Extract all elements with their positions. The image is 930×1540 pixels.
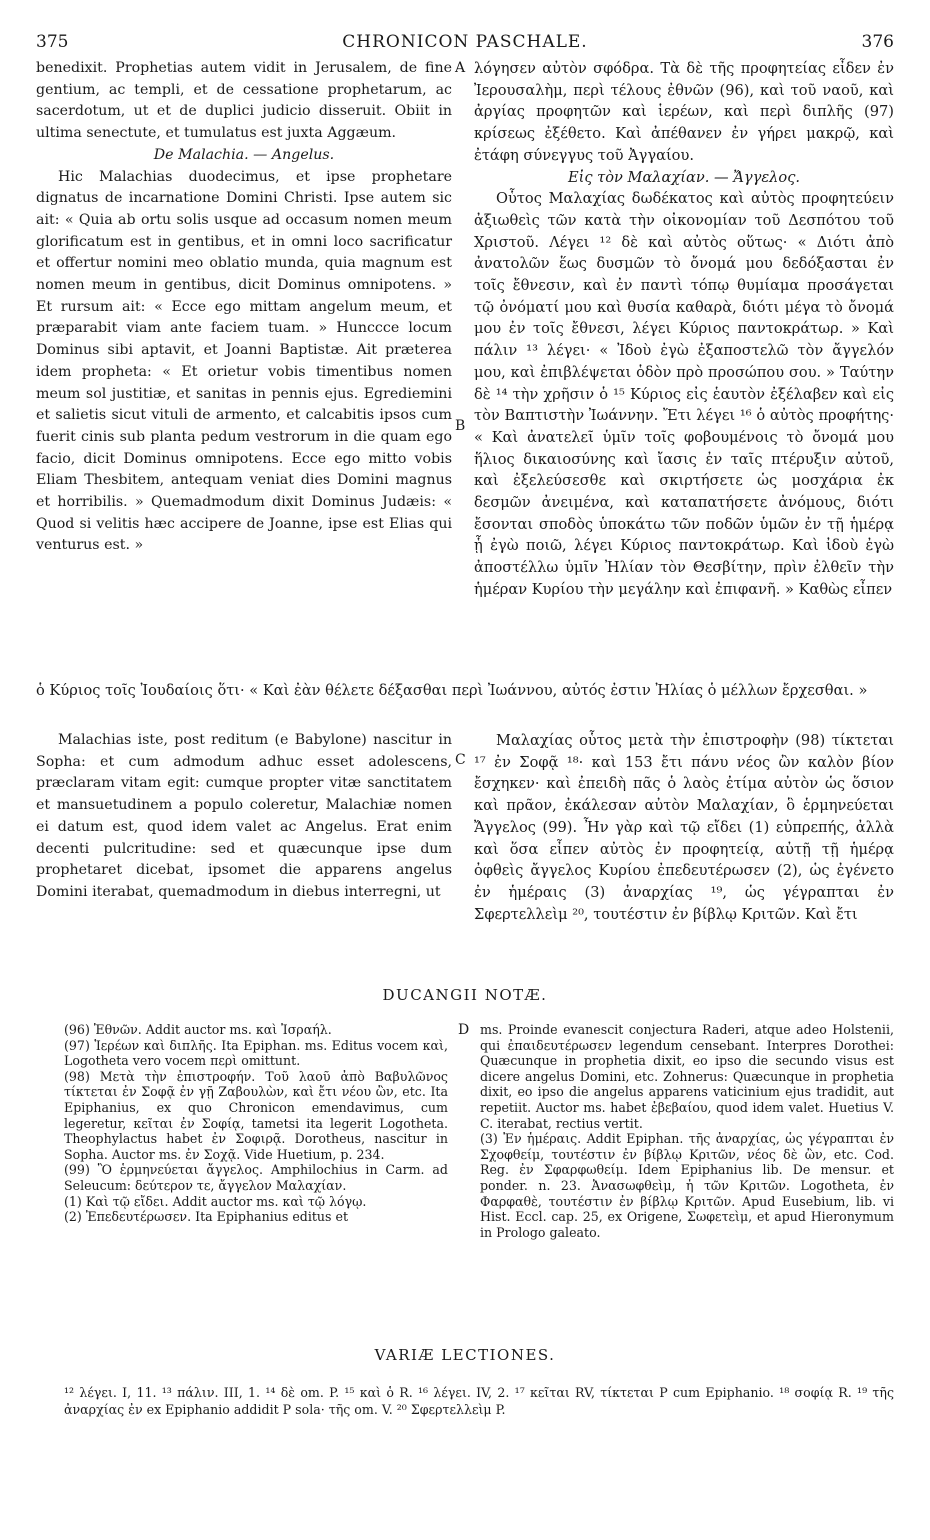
note-entry: (98) Μετὰ τὴν ἐπιστροφήν. Τοῦ λαοῦ ἀπὸ Βαβυλῶνος τίκτεται ἐν Σοφᾷ ἐν γῇ Ζαβουλὼν, καὶ ἔτι νέου ὢν, etc. Ita Epiphanius, ex quo Chronicon emendavimus, cum legeretur, κεῖται ἐν Σοφίᾳ, tametsi ita legerit Logotheta. Theophylactus habet ἐν Σοφιρᾷ. Dorotheus, nascitur in Sopha. Auctor ms. ἐν Σοχᾷ. Vide Huetium, p. 234.	[64, 1068, 448, 1162]
running-title: CHRONICON PASCHALE.	[342, 32, 588, 52]
latin-paragraph: Hic Malachias duodecimus, et ipse prophetare dignatus de incarnatione Domini Christi. Ipse autem sic ait: « Quia ab ortu solis usque ad occasum nomen meum glorificatum est in gentibus, et in omni loco sacrificatur et offertur nomini meo oblatio munda, quia magnum est nomen meum in gentibus, dicit Dominus omnipotens. » Et rursum ait: « Ecce ego mittam angelum meum, et præparabit viam ante faciem tuam. » Hunccce locum Dominus sibi aptavit, et Joanni Baptistæ. Ait præterea idem propheta: « Et orietur vobis timentibus nomen meum sol justitiæ, et sanitas in pennis ejus. Egrediemini et salietis sicut vituli de armento, et calcabitis ipsos cum fuerit cinis sub planta pedum vestrorum in die quam ego facio, dicit Dominus omnipotens. Ecce ego mitto vobis Eliam Thesbitem, antequam veniat dies Domini magnus et horribilis. » Quemadmodum dixit Dominus Judæis: « Quod si velitis hæc accipere de Joanne, ipse est Elias qui venturus est. »	[36, 168, 452, 554]
margin-marker-d: D	[458, 1022, 470, 1038]
note-entry: ms. Proinde evanescit conjectura Raderi, atque adeo Holstenii, qui ἐπαιδευτέρωσεν legendum censebant. Interpres Dorothei: Quæcunque in prophetia dixit, eo ipso die secundo visus est dicere angelus Domini, etc. Zohnerus: Quæcunque in prophetia dixit, eo ipso die angelus apparens vaticinium ejus tradidit, aut repetiit. Auctor ms. habet ἐβεβαίου, quod idem valet. Huetius V. C. iterabat, rectius vertit.	[480, 1022, 894, 1131]
variae-lectiones-text: ¹² λέγει. I, 11. ¹³ πάλιν. III, 1. ¹⁴ δὲ om. P. ¹⁵ καὶ ὁ R. ¹⁶ λέγει. IV, 2. ¹⁷ κεῖται RV, τίκτεται P cum Epiphanio. ¹⁸ σοφίᾳ R. ¹⁹ τῆς ἀναρχίας ἐν ex Epiphanio addidit P sola· τῆς om. V. ²⁰ Σφερτελλεὶμ P.	[64, 1385, 894, 1417]
greek-column-middle	[474, 730, 894, 925]
greek-paragraph: λόγησεν αὐτὸν σφόδρα. Τὰ δὲ τῆς προφητείας εἶδεν ἐν Ἰερουσαλὴμ, περὶ τέλους ἐθνῶν (96), καὶ τοῦ ναοῦ, καὶ ἀργίας προφητῶν καὶ ἱερέων, καὶ περὶ διπλῆς (97) κρίσεως ἐξέθετο. Καὶ ἀπέθανεν ἐν γήρει μακρῷ, καὶ ἐτάφη σύνεγγυς τοῦ Ἀγγαίου.	[474, 60, 894, 164]
notes-column-left	[64, 1022, 448, 1225]
notes-heading: DUCANGII NOTÆ.	[382, 986, 548, 1004]
margin-marker-c: C	[455, 752, 466, 768]
note-entry: (2) Ἐπεδευτέρωσεν. Ita Epiphanius editus et	[64, 1209, 349, 1225]
note-entry: (1) Καὶ τῷ εἴδει. Addit auctor ms. καὶ τῷ λόγῳ.	[64, 1193, 367, 1209]
variae-heading: VARIÆ LECTIONES.	[374, 1346, 556, 1364]
margin-marker-a: A	[455, 60, 466, 76]
note-entry: (97) Ἱερέων καὶ διπλῆς. Ita Epiphan. ms. Editus vocem καὶ, Logotheta vero vocem περὶ omittunt.	[64, 1037, 448, 1069]
margin-marker-b: B	[455, 418, 466, 434]
greek-paragraph: Μαλαχίας οὗτος μετὰ τὴν ἐπιστροφὴν (98) τίκτεται ¹⁷ ἐν Σοφᾷ ¹⁸· καὶ 153 ἔτι πάνυ νέος ὢν καλὸν βίον ἔσχηκεν· καὶ ἐπειδὴ πᾶς ὁ λαὸς ἐτίμα αὐτὸν ὡς ὅσιον καὶ πρᾶον, ἐκάλεσαν αὐτὸν Μαλαχίαν, ὃ ἑρμηνεύεται Ἄγγελος (99). Ἦν γὰρ καὶ τῷ εἴδει (1) εὐπρεπής, ἀλλὰ καὶ ὅσα εἶπεν αὐτὸς ἐν προφητείᾳ, αὐτῇ τῇ ἡμέρᾳ ὀφθεὶς ἄγγελος Κυρίου ἐπεδευτέρωσεν (2), ὡς ἐγένετο ἐν ἡμέραις (3) ἀναρχίας ¹⁹, ὡς γέγραπται ἐν Σφερτελλεὶμ ²⁰, τουτέστιν ἐν βίβλῳ Κριτῶν. Καὶ ἔτι	[474, 732, 894, 923]
latin-paragraph: benedixit. Prophetias autem vidit in Jerusalem, de fine gentium, ac templi, et de cessatione prophetarum, ac sacerdotum, ut et de duplici judicio disseruit. Obiit in ultima senectute, et tumulatus est juxta Aggæum.	[36, 60, 452, 142]
latin-section-heading: De Malachia. — Angelus.	[153, 146, 335, 163]
page-number-left: 375	[36, 32, 69, 52]
note-entry: (99) Ὃ ἑρμηνεύεται ἄγγελος. Amphilochius in Carm. ad Seleucum: δεύτερον τε, ἄγγελον Μαλαχίαν.	[64, 1162, 448, 1193]
page-number-right: 376	[861, 32, 894, 52]
note-entry: (3) Ἐν ἡμέραις. Addit Epiphan. τῆς ἀναρχίας, ὡς γέγραπται ἐν Σχοφθείμ, τουτέστιν ἐν βίβλῳ Κριτῶν, νέος δὲ ὢν, etc. Cod. Reg. ἐν Σφαρφωθείμ. Idem Epiphanius lib. De mensur. et ponder. n. 23. Ἀνασωφθεὶμ, ἡ τῶν Κριτῶν. Logotheta, ἐν Φαρφαθὲ, τουτέστιν ἐν βίβλῳ Κριτῶν. Apud Eusebium, lib. vi Hist. Eccl. cap. 25, ex Origene, Σωφετεὶμ, et apud Hieronymum in Prologo galeato.	[480, 1131, 894, 1240]
latin-column-middle	[36, 730, 452, 904]
latin-column-top	[36, 58, 452, 557]
greek-column-top	[474, 58, 894, 601]
notes-column-right	[480, 1022, 894, 1240]
running-head	[36, 32, 894, 56]
latin-paragraph: Malachias iste, post reditum (e Babylone) nascitur in Sopha: et cum admodum adhuc esset adolescens, præclaram vitam egit: cumque propter vitæ sanctitatem et mansuetudinem a populo coleretur, Malachiæ nomen ei datum est, quod idem valet ac Angelus. Erat enim decenti pulcritudine: sed et quæcunque ipse dum prophetaret dicebat, ipsomet die apparens angelus Domini iterabat, quemadmodum in diebus interregni, ut	[36, 732, 452, 900]
greek-paragraph: Οὗτος Μαλαχίας δωδέκατος καὶ αὐτὸς προφητεύειν ἀξιωθεὶς τῶν κατὰ τὴν οἰκονομίαν τοῦ Δεσπότου τοῦ Χριστοῦ. Λέγει ¹² δὲ καὶ αὐτὸς οὕτως· « Διότι ἀπὸ ἀνατολῶν ἕως δυσμῶν τὸ ὄνομά μου δεδόξασται ἐν τοῖς ἔθνεσιν, καὶ ἐν παντὶ τόπῳ θυμίαμα προσάγεται τῷ ὀνόματί μου καὶ θυσία καθαρὰ, διότι μέγα τὸ ὄνομά μου ἐν τοῖς ἔθνεσι, λέγει Κύριος παντοκράτωρ. » Καὶ πάλιν ¹³ λέγει· « Ἰδοὺ ἐγὼ ἐξαποστελῶ τὸν ἄγγελόν μου, καὶ ἐπιβλέψεται ὁδὸν πρὸ προσώπου σου. » Ταύτην δὲ ¹⁴ τὴν χρῆσιν ὁ ¹⁵ Κύριος εἰς ἑαυτὸν ἐξέλαβεν καὶ εἰς τὸν Βαπτιστὴν Ἰωάννην. Ἔτι λέγει ¹⁶ ὁ αὐτὸς προφήτης· « Καὶ ἀνατελεῖ ὑμῖν τοῖς φοβουμένοις τὸ ὄνομά μου ἥλιος δικαιοσύνης καὶ ἴασις ἐν ταῖς πτέρυξιν αὐτοῦ, καὶ ἐξελεύσεσθε καὶ σκιρτήσετε ὡς μοσχάρια ἐκ δεσμῶν ἀνειμένα, καὶ καταπατήσετε ἀνόμους, διότι ἔσονται σποδὸς ὑποκάτω τῶν ποδῶν ὑμῶν ἐν τῇ ἡμέρᾳ ᾗ ἐγὼ ποιῶ, λέγει Κύριος παντοκράτωρ. Καὶ ἰδοὺ ἐγὼ ἀποστέλλω ὑμῖν Ἠλίαν τὸν Θεσβίτην, πρὶν ἐλθεῖν τὴν ἡμέραν Κυρίου τὴν μεγάλην καὶ ἐπιφανῆ. » Καθὼς εἶπεν	[474, 190, 894, 598]
greek-full-width-line: ὁ Κύριος τοῖς Ἰουδαίοις ὅτι· « Καὶ ἐὰν θέλετε δέξασθαι περὶ Ἰωάννου, αὐτός ἐστιν Ἠλίας ὁ μέλλων ἔρχεσθαι. »	[36, 682, 868, 699]
note-entry: (96) Ἐθνῶν. Addit auctor ms. καὶ Ἰσραήλ.	[64, 1022, 332, 1037]
greek-section-heading: Εἰς τὸν Μαλαχίαν. — Ἄγγελος.	[567, 168, 801, 186]
